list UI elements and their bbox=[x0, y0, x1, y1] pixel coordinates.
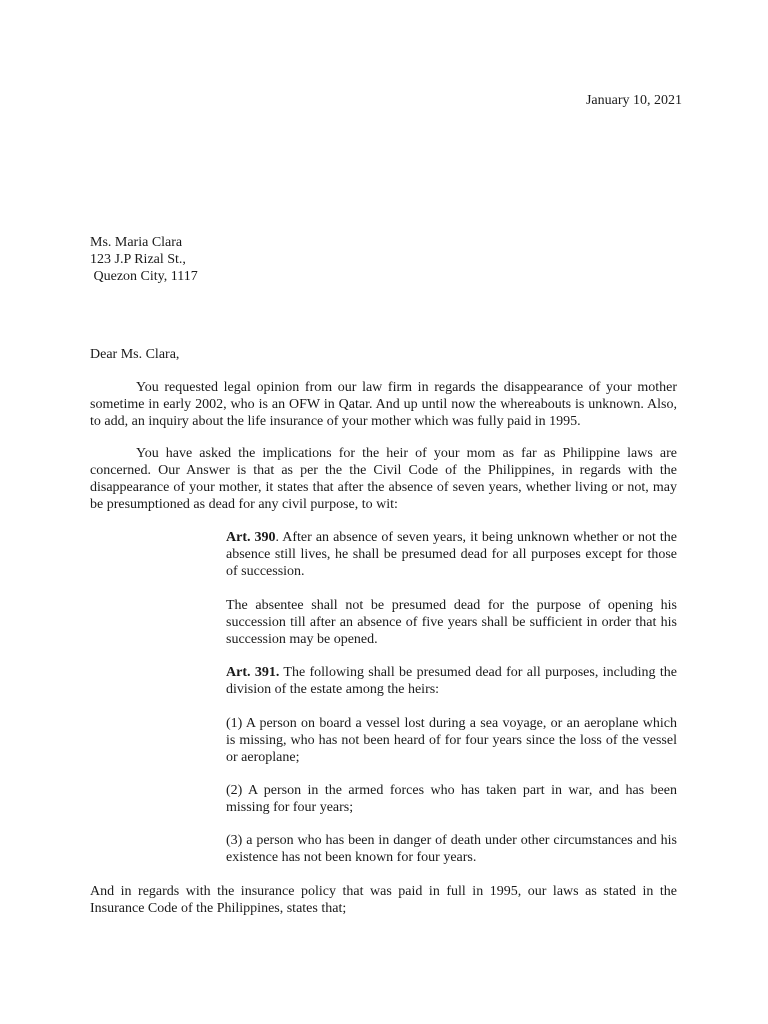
quote-art-391-label: Art. 391. bbox=[226, 665, 280, 680]
quote-item-1-text: (1) A person on board a vessel lost during a sea voyage, or an aeroplane which is missing, who has not been heard of for four years since the loss of the vessel or aeroplane; bbox=[226, 716, 677, 765]
quote-item-3-text: (3) a person who has been in danger of death under other circumstances and his existence has not been known for four years. bbox=[226, 833, 677, 865]
paragraph-insurance-text: And in regards with the insurance policy that was paid in full in 1995, our laws as stated in the Insurance Code of the Philippines, states that; bbox=[90, 884, 677, 916]
quote-item-2-text: (2) A person in the armed forces who has taken part in war, and has been missing for four years; bbox=[226, 783, 677, 815]
salutation: Dear Ms. Clara, bbox=[90, 347, 180, 362]
quote-absentee bbox=[226, 597, 677, 648]
paragraph-insurance bbox=[90, 883, 677, 917]
quote-item-2 bbox=[226, 782, 677, 816]
recipient-name: Ms. Maria Clara bbox=[90, 235, 183, 250]
quote-item-3 bbox=[226, 832, 677, 866]
quote-art-390-label: Art. 390 bbox=[226, 530, 276, 545]
quote-art-391 bbox=[226, 664, 677, 698]
paragraph-answer bbox=[90, 445, 677, 513]
paragraph-request-text: You requested legal opinion from our law firm in regards the disappearance of your mother sometime in early 2002, who is an OFW in Qatar. And up until now the whereabouts is unknown. Also, to add, an inquiry about the life insurance of your mother which was fully paid in 1995. bbox=[90, 380, 677, 429]
quote-absentee-text: The absentee shall not be presumed dead for the purpose of opening his succession till after an absence of five years shall be sufficient in order that his succession may be opened. bbox=[226, 598, 677, 647]
paragraph-answer-text: You have asked the implications for the heir of your mom as far as Philippine laws are concerned. Our Answer is that as per the the Civil Code of the Philippines, in regards with the disappearance of your mother, it states that after the absence of seven years, whether living or not, may be presumptioned as dead for any civil purpose, to wit: bbox=[90, 446, 677, 512]
recipient-city: Quezon City, 1117 bbox=[90, 269, 198, 284]
recipient-address bbox=[90, 234, 198, 285]
letter-date: January 10, 2021 bbox=[585, 93, 682, 108]
quote-art-390-text: . After an absence of seven years, it being unknown whether or not the absence still lives, he shall be presumed dead for all purposes except for those of succession. bbox=[226, 530, 677, 579]
quote-art-390 bbox=[226, 529, 677, 580]
quote-art-391-text: The following shall be presumed dead for all purposes, including the division of the estate among the heirs: bbox=[226, 665, 677, 697]
paragraph-request bbox=[90, 379, 677, 430]
quote-item-1 bbox=[226, 715, 677, 766]
recipient-street: 123 J.P Rizal St., bbox=[90, 252, 186, 267]
